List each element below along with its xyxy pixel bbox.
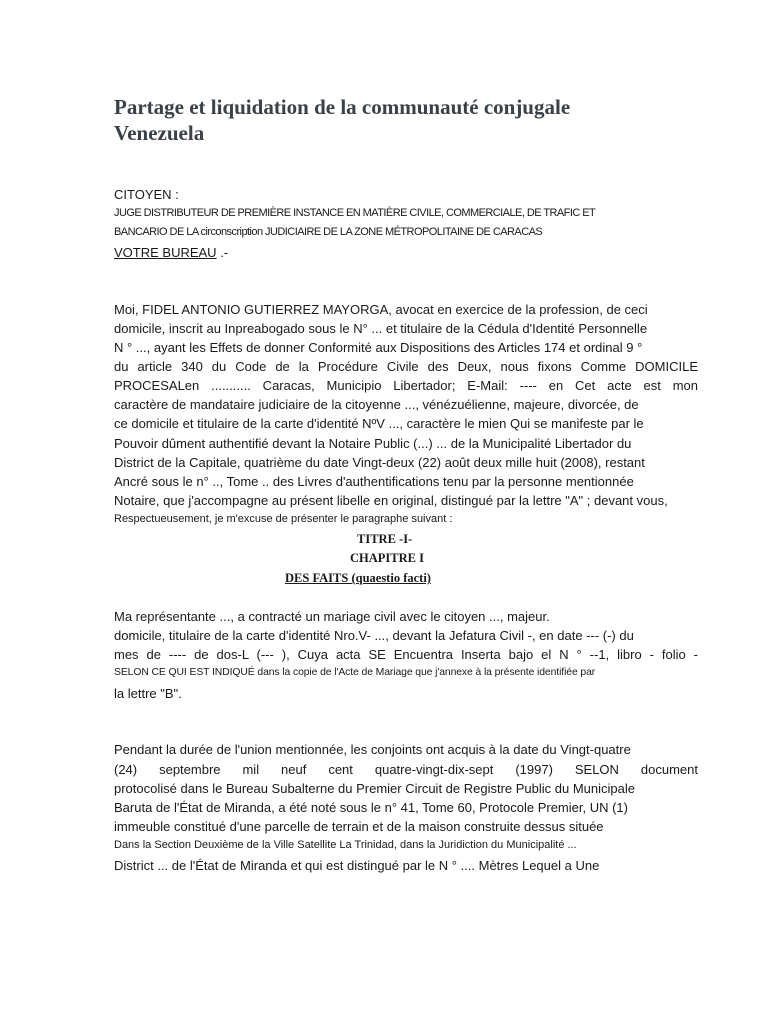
para1-line: PROCESALen ........... Caracas, Municipio Libertador; E-Mail: ---- en Cet acte est mon — [114, 378, 698, 393]
para2-line: Ma représentante ..., a contracté un mariage civil avec le citoyen ..., majeur. — [114, 609, 550, 624]
para1-line: domicile, inscrit au Inpreabogado sous le N° ... et titulaire de la Cédula d'Identité Personnelle — [114, 321, 648, 336]
para1-line: caractère de mandataire judiciaire de la citoyenne ..., vénézuélienne, majeure, divorcée, de — [114, 397, 639, 412]
document-title — [114, 94, 714, 146]
para3-line: (24) septembre mil neuf cent quatre-vingt-dix-sept (1997) SELON document — [114, 762, 698, 777]
addressee-juge-line-1: JUGE DISTRIBUTEUR DE PREMIÈRE INSTANCE EN MATIÈRE CIVILE, COMMERCIALE, DE TRAFIC ET — [114, 207, 596, 219]
para2-line: SELON CE QUI EST INDIQUÉ dans la copie de l'Acte de Mariage que j'annexe à la présente identifiée par — [114, 667, 596, 678]
bureau-underlined: VOTRE BUREAU — [114, 245, 217, 260]
addressee-bureau — [114, 245, 228, 260]
heading-des-faits: DES FAITS (quaestio facti) — [285, 571, 431, 585]
para1-line: Pouvoir dûment authentifié devant la Notaire Public (...) ... de la Municipalité Libertador du — [114, 436, 632, 451]
para3-line: protocolisé dans le Bureau Subalterne du Premier Circuit de Registre Public du Municipale — [114, 781, 635, 796]
bureau-suffix: .- — [216, 245, 229, 260]
heading-chapitre: CHAPITRE I — [350, 551, 424, 565]
para3-line: Baruta de l'État de Miranda, a été noté sous le n° 41, Tome 60, Protocole Premier, UN (1) — [114, 800, 628, 815]
para1-line: Notaire, que j'accompagne au présent libelle en original, distingué par la lettre "A" ; devant vous, — [114, 493, 668, 508]
addressee-juge-line-2: BANCARIO DE LA circonscription JUDICIAIRE DE LA ZONE MÉTROPOLITAINE DE CARACAS — [114, 226, 543, 238]
addressee-citoyen: CITOYEN : — [114, 187, 179, 202]
heading-titre: TITRE -I- — [357, 532, 413, 546]
para1-line: District de la Capitale, quatrième du date Vingt-deux (22) août deux mille huit (2008), restant — [114, 455, 645, 470]
para2-line: la lettre "B". — [114, 686, 182, 701]
para2-line: domicile, titulaire de la carte d'identité Nro.V- ..., devant la Jefatura Civil -, en date --- (-) du — [114, 628, 634, 643]
para3-line: Dans la Section Deuxième de la Ville Satellite La Trinidad, dans la Juridiction du Municipalité ... — [114, 839, 577, 851]
para3-line: immeuble constitué d'une parcelle de terrain et de la maison construite dessus située — [114, 819, 604, 834]
title-line-1: Partage et liquidation de la communauté conjugale — [114, 95, 571, 119]
para2-line: mes de ---- de dos-L (--- ), Cuya acta SE Encuentra Inserta bajo el N ° --1, libro - folio - — [114, 647, 698, 662]
para1-line: Moi, FIDEL ANTONIO GUTIERREZ MAYORGA, avocat en exercice de la profession, de ceci — [114, 302, 648, 317]
para1-line: N ° ..., ayant les Effets de donner Conformité aux Dispositions des Articles 174 et ordinal 9 ° — [114, 340, 643, 355]
para1-line: du article 340 du Code de la Procédure Civile des Deux, nous fixons Comme DOMICILE — [114, 359, 698, 374]
para1-line: Respectueusement, je m'excuse de présenter le paragraphe suivant : — [114, 513, 453, 525]
para3-line: Pendant la durée de l'union mentionnée, les conjoints ont acquis à la date du Vingt-quatre — [114, 742, 631, 757]
para3-line: District ... de l'État de Miranda et qui est distingué par le N ° .... Mètres Lequel a Une — [114, 858, 600, 873]
title-line-2: Venezuela — [114, 121, 205, 145]
para1-line: ce domicile et titulaire de la carte d'identité NºV ..., caractère le mien Qui se manifeste par le — [114, 416, 644, 431]
para1-line: Ancré sous le n° .., Tome .. des Livres d'authentifications tenu par la personne mentionnée — [114, 474, 634, 489]
